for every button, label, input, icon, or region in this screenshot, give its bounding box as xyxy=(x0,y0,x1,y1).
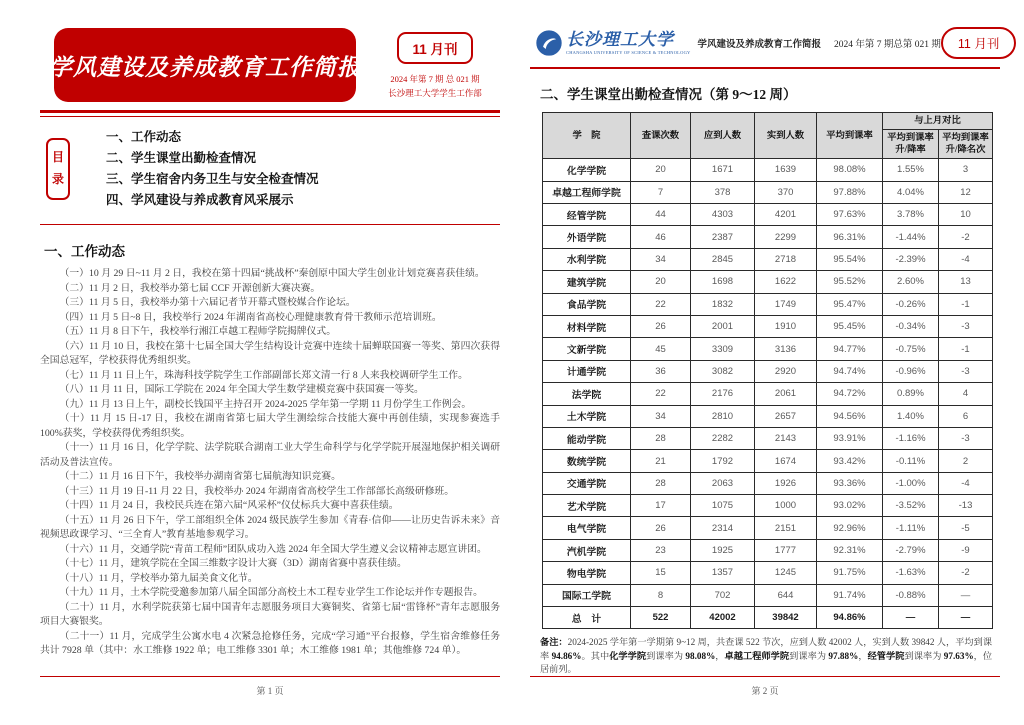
note-segment: 化学学院 xyxy=(609,650,647,661)
cell-expected: 2176 xyxy=(691,383,755,405)
cell-rate-change: 4.04% xyxy=(883,181,939,203)
cell-avg-rate: 96.31% xyxy=(817,226,883,248)
cell-rank-change: -1 xyxy=(939,293,993,315)
attendance-table xyxy=(542,112,993,629)
col-college: 学 院 xyxy=(543,113,631,159)
cell-checks: 23 xyxy=(631,539,691,561)
col-rate-change-line2: 升/降率 xyxy=(895,145,926,156)
cell-avg-rate: 94.86% xyxy=(817,607,883,629)
cell-avg-rate: 95.52% xyxy=(817,271,883,293)
cell-avg-rate: 94.74% xyxy=(817,360,883,382)
cell-checks: 26 xyxy=(631,315,691,337)
cell-rate-change: -1.11% xyxy=(883,517,939,539)
cell-rank-change: -3 xyxy=(939,427,993,449)
cell-college: 总 计 xyxy=(543,607,631,629)
note xyxy=(540,636,992,677)
cell-avg-rate: 97.63% xyxy=(817,204,883,226)
masthead-right xyxy=(370,32,500,100)
cell-college: 食品学院 xyxy=(543,293,631,315)
toc-item: 四、学风建设与养成教育风采展示 xyxy=(106,193,294,207)
table-row xyxy=(543,204,993,226)
cell-rate-change: -0.88% xyxy=(883,584,939,606)
cell-college: 电气学院 xyxy=(543,517,631,539)
work-item: （十八）11 月，学校举办第九届美食文化节。 xyxy=(59,572,258,584)
table-row xyxy=(543,584,993,606)
issue-info xyxy=(370,72,500,100)
cell-checks: 21 xyxy=(631,450,691,472)
work-item: （三）11 月 5 日，我校举办第十六届记者节开幕式暨校媒合作论坛。 xyxy=(59,297,356,308)
cell-actual: 1639 xyxy=(755,159,817,181)
masthead-title-box xyxy=(49,28,361,102)
cell-actual: 2061 xyxy=(755,383,817,405)
cell-expected: 1671 xyxy=(691,159,755,181)
page-number: 第 2 页 xyxy=(751,686,779,696)
work-item: （十三）11 月 19 日-11 月 22 日，我校举办 2024 年湖南省高校学生工作部部长高级研修班。 xyxy=(59,485,455,497)
university-name-block xyxy=(566,31,690,55)
cell-actual: 39842 xyxy=(755,607,817,629)
cell-checks: 22 xyxy=(631,293,691,315)
cell-actual: 1749 xyxy=(755,293,817,315)
work-item: （十）11 月 15 日-17 日，我校在湖南省第七届大学生测绘综合技能大赛中再创佳绩，实现参赛选手 100%获奖，学校获得优秀组织奖。 xyxy=(40,413,500,439)
work-item: （二十）11 月，水利学院获第七届中国青年志愿服务项目大赛铜奖、省第七届“雷锋杯”青年志愿服务项目大赛银奖。 xyxy=(40,601,500,627)
toc-label xyxy=(46,138,70,199)
table-row xyxy=(543,472,993,494)
cell-rate-change: -0.11% xyxy=(883,450,939,472)
cell-expected: 1792 xyxy=(691,450,755,472)
note-segment: 97.88% xyxy=(828,650,859,661)
table-row xyxy=(543,539,993,561)
cell-actual: 1910 xyxy=(755,315,817,337)
cell-actual: 1245 xyxy=(755,562,817,584)
cell-college: 化学学院 xyxy=(543,159,631,181)
col-avg-rate: 平均到课率 xyxy=(817,113,883,159)
page-1 xyxy=(40,22,500,714)
cell-actual: 2718 xyxy=(755,248,817,270)
page-2 xyxy=(530,22,1000,714)
table-row xyxy=(543,271,993,293)
cell-rate-change: 2.60% xyxy=(883,271,939,293)
bulletin-title: 学风建设及养成教育工作简报 xyxy=(49,54,361,80)
cell-checks: 44 xyxy=(631,204,691,226)
cell-checks: 7 xyxy=(631,181,691,203)
toc-label-char: 目 xyxy=(51,150,64,165)
toc-list xyxy=(106,127,319,211)
university-name-en: CHANGSHA UNIVERSITY OF SCIENCE & TECHNOLOGY xyxy=(566,50,691,55)
note-segment: 97.63% xyxy=(943,650,974,661)
cell-checks: 28 xyxy=(631,427,691,449)
cell-actual: 2143 xyxy=(755,427,817,449)
cell-college: 国际工学院 xyxy=(543,584,631,606)
table-row-total xyxy=(543,607,993,629)
work-item: （一）10 月 29 日~11 月 2 日，我校在第十四届“挑战杯”秦创原中国大学生创业计划竞赛喜获佳绩。 xyxy=(59,268,485,279)
cell-avg-rate: 94.72% xyxy=(817,383,883,405)
cell-checks: 46 xyxy=(631,226,691,248)
work-item: （二十一）11 月，完成学生公寓水电 4 次紧急抢修任务，完成“学习通”平台报修，学生宿舍维修任务共计 7928 单（其中：水工维修 1922 单；电工维修 3301 单；木工维修 1981 单；其他维修 724 单）。 xyxy=(40,630,500,656)
note-segment: ， xyxy=(715,650,725,661)
cell-rank-change: -3 xyxy=(939,360,993,382)
cell-college: 交通学院 xyxy=(543,472,631,494)
cell-rank-change: 3 xyxy=(939,159,993,181)
cell-actual: 644 xyxy=(755,584,817,606)
section-divider xyxy=(40,224,500,225)
cell-rate-change: -2.79% xyxy=(883,539,939,561)
cell-avg-rate: 93.91% xyxy=(817,427,883,449)
cell-rank-change: 13 xyxy=(939,271,993,293)
cell-rate-change: 3.78% xyxy=(883,204,939,226)
table-row xyxy=(543,226,993,248)
attendance-table-header xyxy=(543,113,993,159)
cell-avg-rate: 93.02% xyxy=(817,495,883,517)
cell-rank-change: — xyxy=(939,584,993,606)
section-1-title: 一、工作动态 xyxy=(44,244,125,259)
header-divider xyxy=(530,67,1000,69)
page-2-footer xyxy=(530,676,1000,697)
cell-rate-change: -0.96% xyxy=(883,360,939,382)
cell-checks: 28 xyxy=(631,472,691,494)
work-item: （七）11 月 11 日上午，珠海科技学院学生工作部副部长郑文清一行 8 人来我校调研学生工作。 xyxy=(59,369,468,381)
cell-checks: 17 xyxy=(631,495,691,517)
cell-rate-change: -2.39% xyxy=(883,248,939,270)
cell-college: 外语学院 xyxy=(543,226,631,248)
toc-label-char: 录 xyxy=(51,172,64,186)
work-item: （十二）11 月 16 日下午，我校举办湖南省第七届航海知识竞赛。 xyxy=(59,471,341,482)
cell-rank-change: 10 xyxy=(939,204,993,226)
cell-rate-change: -3.52% xyxy=(883,495,939,517)
cell-rate-change: -0.34% xyxy=(883,315,939,337)
cell-actual: 4201 xyxy=(755,204,817,226)
cell-avg-rate: 98.08% xyxy=(817,159,883,181)
cell-actual: 1926 xyxy=(755,472,817,494)
cell-checks: 45 xyxy=(631,338,691,360)
publisher: 长沙理工大学学生工作部 xyxy=(388,88,482,99)
issue-number: 2024 年第 7 期总第 021 期 xyxy=(834,40,941,50)
cell-checks: 15 xyxy=(631,562,691,584)
note-segment: 98.08% xyxy=(685,650,716,661)
note-segment: ，位居前列。 xyxy=(540,650,993,675)
work-item: （十七）11 月，建筑学院在全国三维数字设计大赛（3D）湖南省赛中喜获佳绩。 xyxy=(59,558,407,569)
cell-actual: 370 xyxy=(755,181,817,203)
work-item: （六）11 月 10 日，我校在第十七届全国大学生结构设计竞赛中连续十届蝉联国赛一等奖、第四次获得全国总冠军，学校获得优秀组织奖。 xyxy=(40,340,500,366)
cell-college: 文新学院 xyxy=(543,338,631,360)
work-item: （十六）11 月，交通学院“青苗工程师”团队成功入选 2024 年全国大学生遵义会议精神志愿宣讲团。 xyxy=(59,543,487,555)
cell-rank-change: 2 xyxy=(939,450,993,472)
table-row xyxy=(543,360,993,382)
cell-college: 水利学院 xyxy=(543,248,631,270)
page-2-header xyxy=(530,22,1000,64)
table-row xyxy=(543,315,993,337)
masthead xyxy=(40,22,500,110)
cell-checks: 522 xyxy=(631,607,691,629)
cell-expected: 3309 xyxy=(691,338,755,360)
col-checks: 查课次数 xyxy=(631,113,691,159)
work-item: （八）11 月 11 日，国际工学院在 2024 年全国大学生数学建模竞赛中获国赛一等奖。 xyxy=(59,384,424,395)
cell-avg-rate: 95.47% xyxy=(817,293,883,315)
cell-college: 物电学院 xyxy=(543,562,631,584)
work-item: （九）11 月 13 日上午，副校长钱国平主持召开 2024-2025 学年第一学期 11 月份学生工作例会。 xyxy=(59,398,472,410)
cell-college: 计通学院 xyxy=(543,360,631,382)
university-logo-icon xyxy=(536,30,562,56)
cell-rank-change: 12 xyxy=(939,181,993,203)
toc-item: 二、学生课堂出勤检查情况 xyxy=(106,151,257,165)
cell-avg-rate: 95.54% xyxy=(817,248,883,270)
cell-expected: 2845 xyxy=(691,248,755,270)
cell-avg-rate: 93.36% xyxy=(817,472,883,494)
cell-rate-change: 0.89% xyxy=(883,383,939,405)
month-badge: 11 月刊 xyxy=(397,32,472,64)
cell-rank-change: -13 xyxy=(939,495,993,517)
cell-avg-rate: 94.77% xyxy=(817,338,883,360)
cell-avg-rate: 97.88% xyxy=(817,181,883,203)
col-rate-change-line1: 平均到课率 xyxy=(887,133,934,144)
cell-expected: 2282 xyxy=(691,427,755,449)
double-divider xyxy=(40,110,500,117)
cell-checks: 22 xyxy=(631,383,691,405)
table-row xyxy=(543,181,993,203)
page-1-footer xyxy=(40,676,500,697)
cell-expected: 378 xyxy=(691,181,755,203)
cell-actual: 1000 xyxy=(755,495,817,517)
page-number: 第 1 页 xyxy=(256,686,284,696)
cell-rate-change: -0.75% xyxy=(883,338,939,360)
cell-expected: 1832 xyxy=(691,293,755,315)
note-segment: 到课率为 xyxy=(789,650,829,661)
cell-rank-change: 6 xyxy=(939,405,993,427)
cell-avg-rate: 93.42% xyxy=(817,450,883,472)
note-segment: 到课率为 xyxy=(646,650,686,661)
note-segment: 经管学院 xyxy=(867,650,905,661)
col-rank-change xyxy=(939,130,993,159)
cell-avg-rate: 92.96% xyxy=(817,517,883,539)
cell-checks: 20 xyxy=(631,159,691,181)
cell-college: 汽机学院 xyxy=(543,539,631,561)
footer-divider xyxy=(40,676,500,677)
cell-expected: 2387 xyxy=(691,226,755,248)
cell-actual: 2657 xyxy=(755,405,817,427)
cell-rank-change: -9 xyxy=(939,539,993,561)
work-items-list xyxy=(40,267,500,659)
issue-number: 2024 年第 7 期 总 021 期 xyxy=(390,74,480,84)
bulletin-name: 学风建设及养成教育工作简报 xyxy=(697,40,821,50)
cell-college: 材料学院 xyxy=(543,315,631,337)
cell-expected: 2001 xyxy=(691,315,755,337)
cell-rate-change: -1.00% xyxy=(883,472,939,494)
col-rank-change-line2: 升/降名次 xyxy=(945,145,986,156)
cell-expected: 1357 xyxy=(691,562,755,584)
cell-avg-rate: 92.31% xyxy=(817,539,883,561)
section-2-title: 二、学生课堂出勤检查情况（第 9～12 周） xyxy=(540,87,797,102)
note-segment: 备注： xyxy=(540,637,568,648)
cell-expected: 1925 xyxy=(691,539,755,561)
table-row xyxy=(543,450,993,472)
cell-college: 经管学院 xyxy=(543,204,631,226)
cell-rank-change: -4 xyxy=(939,472,993,494)
cell-rate-change: -1.63% xyxy=(883,562,939,584)
cell-college: 卓越工程师学院 xyxy=(543,181,631,203)
table-row xyxy=(543,338,993,360)
attendance-table-body xyxy=(543,159,993,629)
table-of-contents xyxy=(46,127,500,211)
toc-item: 一、工作动态 xyxy=(106,130,182,144)
col-expected: 应到人数 xyxy=(691,113,755,159)
cell-rank-change: -4 xyxy=(939,248,993,270)
cell-rank-change: 4 xyxy=(939,383,993,405)
cell-actual: 1777 xyxy=(755,539,817,561)
work-item: （五）11 月 8 日下午，我校举行湘江卓越工程师学院揭牌仪式。 xyxy=(59,326,336,337)
work-item: （十五）11 月 26 日下午，学工部组织全体 2024 级民族学生参加《青春·信仰——让历史告诉未来》音视频思政课学习、“三全育人”教育基地参观学习。 xyxy=(40,514,500,540)
cell-college: 数统学院 xyxy=(543,450,631,472)
col-rank-change-line1: 平均到课率 xyxy=(942,133,989,144)
cell-rate-change: -1.16% xyxy=(883,427,939,449)
university-name: 长沙理工大学 xyxy=(566,30,674,49)
work-item: （十九）11 月，土木学院受邀参加第八届全国部分高校土木工程专业学生工作论坛并作专题报告。 xyxy=(59,587,483,598)
cell-checks: 34 xyxy=(631,248,691,270)
cell-expected: 2810 xyxy=(691,405,755,427)
col-group-vs-last-month: 与上月对比 xyxy=(883,113,993,130)
col-actual: 实到人数 xyxy=(755,113,817,159)
cell-actual: 1674 xyxy=(755,450,817,472)
table-row xyxy=(543,562,993,584)
cell-checks: 36 xyxy=(631,360,691,382)
note-segment: 到课率为 xyxy=(904,650,944,661)
cell-actual: 2151 xyxy=(755,517,817,539)
note-segment: ， xyxy=(858,650,868,661)
table-row xyxy=(543,383,993,405)
cell-avg-rate: 91.74% xyxy=(817,584,883,606)
cell-expected: 4303 xyxy=(691,204,755,226)
cell-expected: 3082 xyxy=(691,360,755,382)
cell-rate-change: 1.55% xyxy=(883,159,939,181)
table-row xyxy=(543,248,993,270)
cell-avg-rate: 95.45% xyxy=(817,315,883,337)
col-rate-change xyxy=(883,130,939,159)
cell-rate-change: -0.26% xyxy=(883,293,939,315)
toc-item: 三、学生宿舍内务卫生与安全检查情况 xyxy=(106,172,319,186)
cell-expected: 42002 xyxy=(691,607,755,629)
cell-expected: 702 xyxy=(691,584,755,606)
cell-rate-change: — xyxy=(883,607,939,629)
footer-divider xyxy=(530,676,1000,677)
note-segment: 。其中 xyxy=(581,650,610,661)
cell-actual: 1622 xyxy=(755,271,817,293)
table-row xyxy=(543,495,993,517)
work-item: （二）11 月 2 日，我校举办第七届 CCF 开源创新大赛决赛。 xyxy=(59,282,321,294)
cell-college: 法学院 xyxy=(543,383,631,405)
cell-rate-change: 1.40% xyxy=(883,405,939,427)
table-row xyxy=(543,517,993,539)
cell-checks: 8 xyxy=(631,584,691,606)
cell-rank-change: -2 xyxy=(939,562,993,584)
note-segment: 94.86% xyxy=(551,650,582,661)
cell-checks: 26 xyxy=(631,517,691,539)
cell-expected: 1075 xyxy=(691,495,755,517)
cell-college: 艺术学院 xyxy=(543,495,631,517)
work-item: （四）11 月 5 日~8 日，我校举行 2024 年湖南省高校心理健康教育骨干教师示范培训班。 xyxy=(59,311,442,323)
cell-expected: 2314 xyxy=(691,517,755,539)
cell-checks: 34 xyxy=(631,405,691,427)
month-badge: 11 月刊 xyxy=(941,27,1016,59)
work-item: （十四）11 月 24 日，我校民兵连在第六届“风采杯”仪仗标兵大赛中喜获佳绩。 xyxy=(59,500,399,511)
table-row xyxy=(543,159,993,181)
cell-rank-change: -2 xyxy=(939,226,993,248)
cell-college: 能动学院 xyxy=(543,427,631,449)
table-row xyxy=(543,293,993,315)
table-row xyxy=(543,427,993,449)
work-item: （十一）11 月 16 日，化学学院、法学院联合湖南工业大学生命科学与化学学院开展湿地保护相关调研活动及普法宣传。 xyxy=(40,442,500,468)
table-row xyxy=(543,405,993,427)
cell-rate-change: -1.44% xyxy=(883,226,939,248)
cell-rank-change: — xyxy=(939,607,993,629)
cell-rank-change: -5 xyxy=(939,517,993,539)
cell-actual: 2920 xyxy=(755,360,817,382)
cell-actual: 2299 xyxy=(755,226,817,248)
cell-college: 土木学院 xyxy=(543,405,631,427)
cell-expected: 1698 xyxy=(691,271,755,293)
cell-actual: 3136 xyxy=(755,338,817,360)
cell-rank-change: -1 xyxy=(939,338,993,360)
cell-college: 建筑学院 xyxy=(543,271,631,293)
cell-checks: 20 xyxy=(631,271,691,293)
note-segment: 卓越工程师学院 xyxy=(724,650,790,661)
cell-avg-rate: 91.75% xyxy=(817,562,883,584)
cell-avg-rate: 94.56% xyxy=(817,405,883,427)
note-segment: 2024-2025 学年第一学期第 9~12 周，共查课 522 节次，应到人数 42002 人，实到人数 39842 人，平均到课率 xyxy=(540,637,993,661)
cell-rank-change: -3 xyxy=(939,315,993,337)
cell-expected: 2063 xyxy=(691,472,755,494)
